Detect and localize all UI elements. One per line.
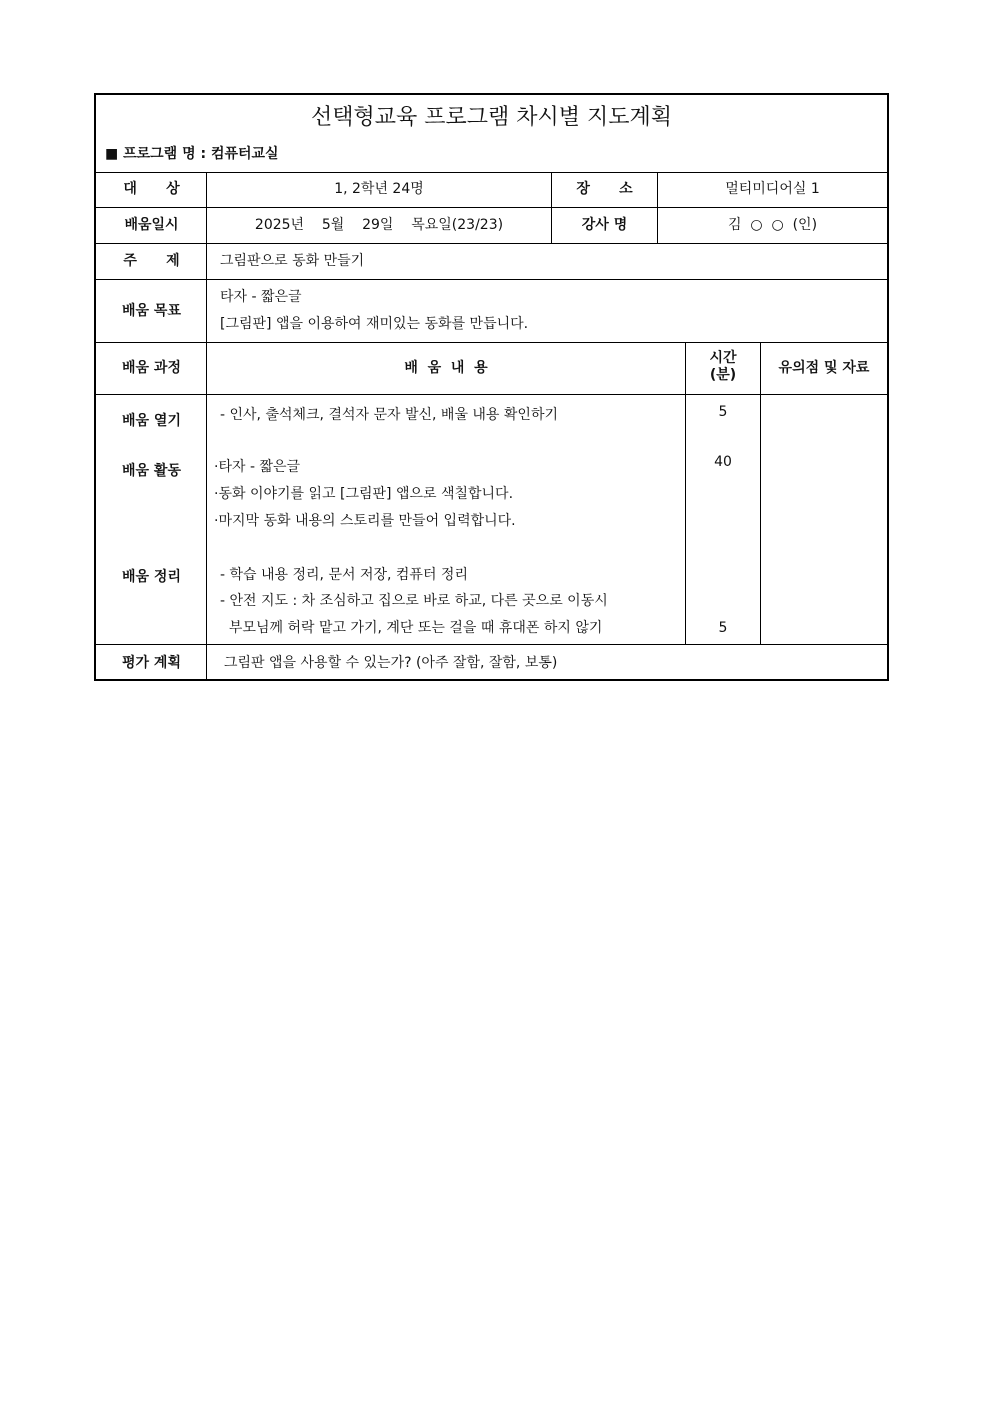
open-line: - 인사, 출석체크, 결석자 문자 발신, 배울 내용 확인하기 <box>220 407 559 423</box>
open-time: 5 <box>718 404 728 420</box>
grid-line <box>96 243 887 244</box>
place-label: 장 소 <box>576 181 633 197</box>
eval-value: 그림판 앱을 사용할 수 있는가? (아주 잘함, 잘함, 보통) <box>224 655 558 671</box>
target-label: 대 상 <box>123 181 180 197</box>
grid-line <box>96 644 887 645</box>
goal-label: 배움 목표 <box>122 303 181 319</box>
activity-time: 40 <box>714 454 732 470</box>
content-header: 배 움 내 용 <box>404 360 488 376</box>
process-header: 배움 과정 <box>122 360 181 376</box>
target-value: 1, 2학년 24명 <box>334 181 424 197</box>
goal-line: 타자 - 짧은글 <box>220 289 302 305</box>
open-label: 배움 열기 <box>122 413 181 429</box>
close-label: 배움 정리 <box>122 569 181 585</box>
topic-label: 주 제 <box>123 253 180 269</box>
date-value: 2025년 5월 29일 목요일(23/23) <box>254 217 504 233</box>
activity-line: ·동화 이야기를 읽고 [그림판] 앱으로 색칠합니다. <box>214 486 514 502</box>
notes-header: 유의점 및 자료 <box>778 360 870 376</box>
grid-line <box>760 342 761 644</box>
teacher-label: 강사 명 <box>581 217 628 233</box>
time-header-line1: 시간 <box>709 350 737 366</box>
program-name: ■ 프로그램 명 : 컴퓨터교실 <box>105 146 279 162</box>
document-title: 선택형교육 프로그램 차시별 지도계획 <box>310 105 672 130</box>
grid-line <box>685 342 686 644</box>
grid-line <box>96 342 887 343</box>
activity-label: 배움 활동 <box>122 463 181 479</box>
date-label: 배움일시 <box>124 217 179 233</box>
grid-line <box>96 172 887 173</box>
close-time: 5 <box>718 620 728 636</box>
activity-line: ·마지막 동화 내용의 스토리를 만들어 입력합니다. <box>214 513 516 529</box>
time-header-line2: (분) <box>709 367 737 383</box>
teacher-value: 김 ○ ○ (인) <box>727 217 818 233</box>
grid-line <box>96 394 887 395</box>
goal-line: [그림판] 앱을 이용하여 재미있는 동화를 만듭니다. <box>220 316 529 332</box>
close-line: 부모님께 허락 맡고 가기, 계단 또는 걸을 때 휴대폰 하지 않기 <box>220 620 603 636</box>
grid-line <box>96 207 887 208</box>
place-value: 멀티미디어실 1 <box>725 181 820 197</box>
close-line: - 안전 지도 : 차 조심하고 집으로 바로 하교, 다른 곳으로 이동시 <box>220 593 608 609</box>
grid-line <box>96 279 887 280</box>
lesson-plan-table <box>94 93 889 681</box>
topic-value: 그림판으로 동화 만들기 <box>220 253 365 269</box>
eval-label: 평가 계획 <box>122 655 181 671</box>
close-line: - 학습 내용 정리, 문서 저장, 컴퓨터 정리 <box>220 567 468 583</box>
activity-line: ·타자 - 짧은글 <box>214 459 301 475</box>
